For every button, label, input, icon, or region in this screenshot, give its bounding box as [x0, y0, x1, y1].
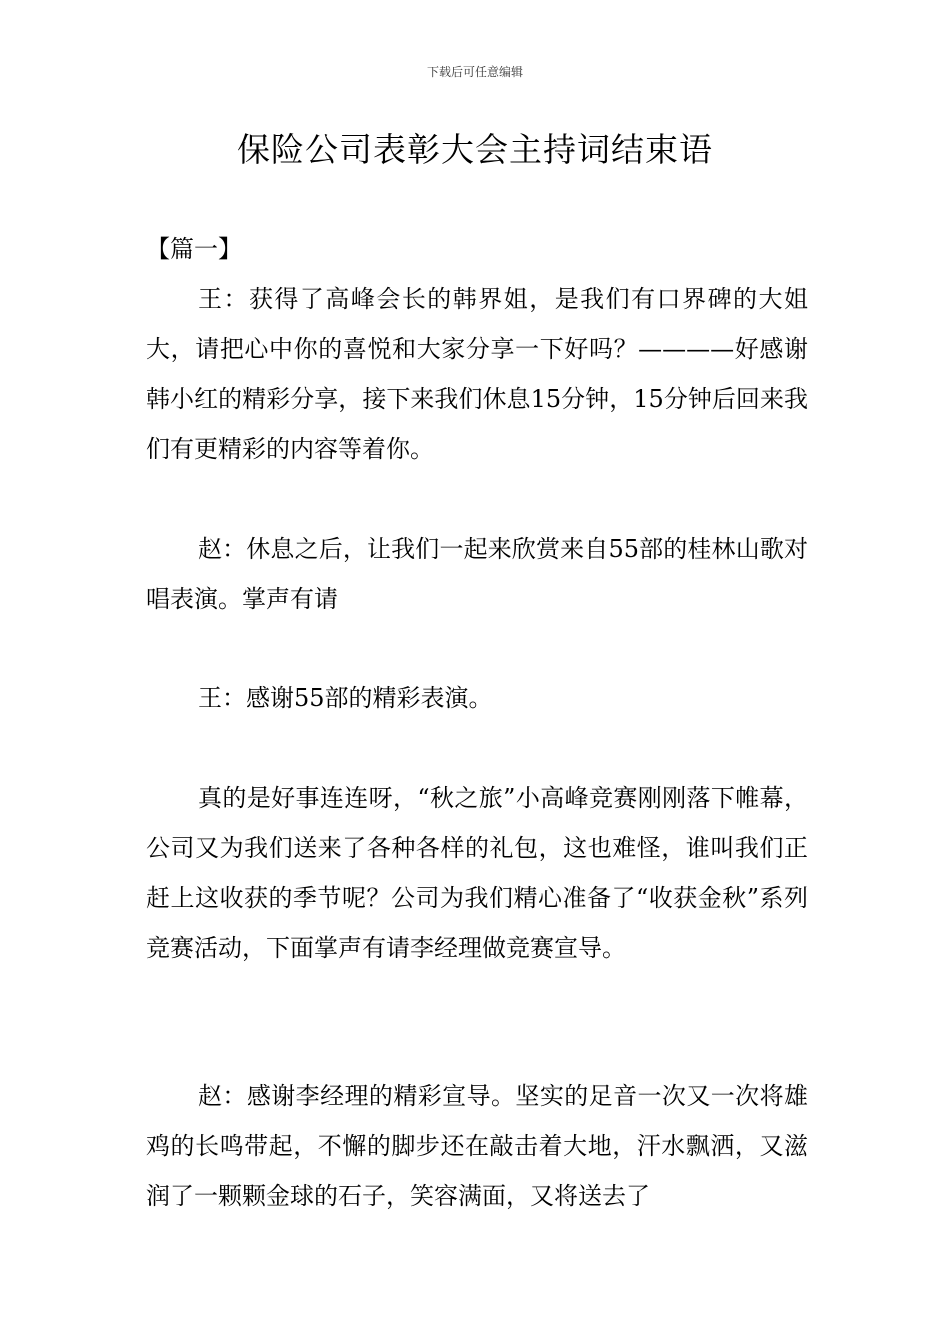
section-label: 【篇一】 [146, 235, 242, 263]
paragraph: 王：感谢55部的精彩表演。 [198, 684, 493, 712]
document-title: 保险公司表彰大会主持词结束语 [237, 130, 713, 169]
paragraph: 真的是好事连连呀，“秋之旅”小高峰竞赛刚刚落下帷幕，公司又为我们送来了各种各样的礼包，这也难怪，谁叫我们正赶上这收获的季节呢？公司为我们精心准备了“收获金秋”系列竞赛活动，下面掌声有请李经理做竞赛宣导。 [146, 784, 808, 962]
header-note: 下载后可任意编辑 [426, 65, 523, 79]
paragraph: 赵：感谢李经理的精彩宣导。坚实的足音一次又一次将雄鸡的长鸣带起，不懈的脚步还在敲击着大地，汗水飘洒，又滋润了一颗颗金球的石子，笑容满面，又将送去了 [146, 1082, 808, 1210]
paragraph: 赵：休息之后，让我们一起来欣赏来自55部的桂林山歌对唱表演。掌声有请 [146, 535, 808, 613]
paragraph: 王：获得了高峰会长的韩界姐，是我们有口界碑的大姐大，请把心中你的喜悦和大家分享一下好吗？————好感谢韩小红的精彩分享，接下来我们休息15分钟，15分钟后回来我们有更精彩的内容等着你。 [146, 285, 808, 463]
